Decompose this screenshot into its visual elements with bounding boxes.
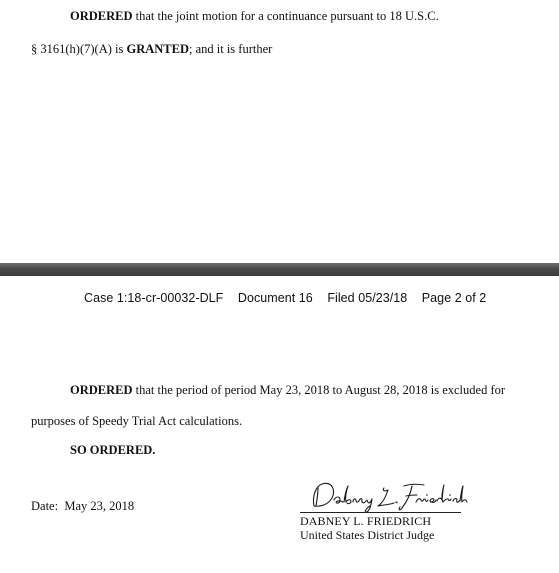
signature-line — [300, 512, 461, 513]
order-paragraph-continuation — [31, 42, 272, 57]
date-label: Date: — [31, 499, 59, 513]
ordered-keyword: ORDERED — [70, 383, 133, 397]
date-line — [31, 499, 134, 514]
ordered-keyword: ORDERED — [70, 9, 133, 23]
order-text: purposes of Speedy Trial Act calculations. — [31, 414, 243, 428]
order-paragraph-line — [70, 9, 439, 24]
order-text-end: ; and it is further — [188, 42, 273, 56]
so-ordered-text: SO ORDERED. — [70, 443, 156, 457]
page-indicator: Page 2 of 2 — [421, 291, 487, 305]
order-paragraph-line — [70, 383, 505, 398]
document-number: Document 16 — [237, 291, 313, 305]
case-number: Case 1:18-cr-00032-DLF — [84, 291, 224, 305]
order-paragraph-continuation — [31, 414, 242, 429]
order-text: that the joint motion for a continuance pursuant to 18 U.S.C. — [132, 9, 439, 23]
handwritten-signature — [310, 478, 470, 514]
date-value: May 23, 2018 — [64, 499, 135, 513]
order-text: that the period of period May 23, 2018 to August 28, 2018 is excluded for — [132, 383, 506, 397]
case-header — [84, 291, 486, 305]
filed-date: Filed 05/23/18 — [327, 291, 408, 305]
granted-keyword: GRANTED — [126, 42, 189, 56]
page-break-divider — [0, 263, 559, 276]
judge-name: DABNEY L. FRIEDRICH — [300, 514, 432, 528]
judge-title: United States District Judge — [300, 528, 435, 542]
statute-citation: § 3161(h)(7)(A) is — [31, 42, 127, 56]
